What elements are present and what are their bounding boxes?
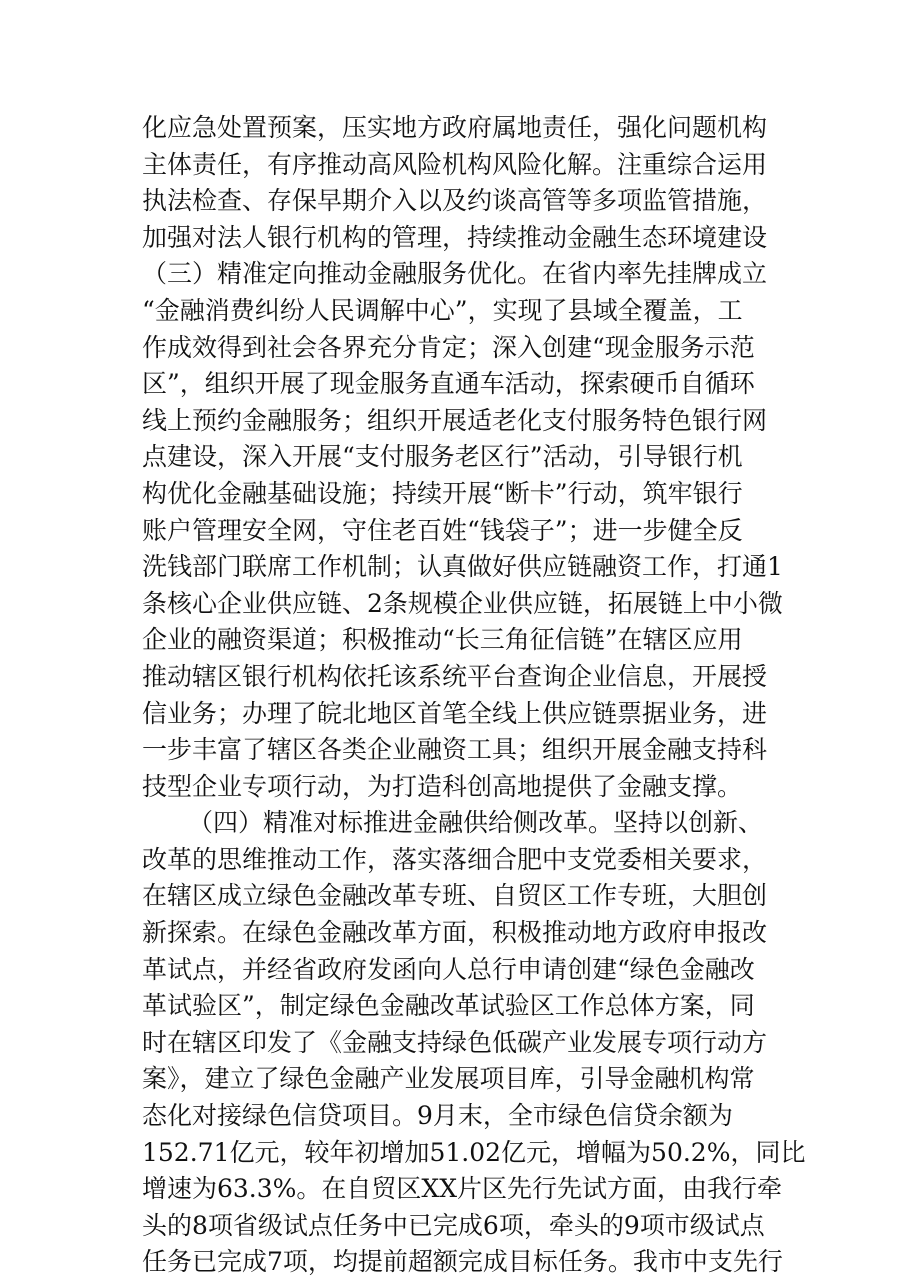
paragraph-line: “金融消费纠纷人民调解中心”，实现了县域全覆盖，工 xyxy=(142,295,743,325)
paragraph-line: 增速为63.3%。在自贸区XX片区先行先试方面，由我行牵 xyxy=(142,1174,783,1204)
paragraph-line: 线上预约金融服务；组织开展适老化支付服务特色银行网 xyxy=(142,405,768,435)
paragraph-line: 洗钱部门联席工作机制；认真做好供应链融资工作，打通1 xyxy=(142,552,783,582)
paragraph-line: 技型企业专项行动，为打造科创高地提供了金融支撑。 xyxy=(142,771,743,801)
paragraph-line: 企业的融资渠道；积极推动“长三角征信链”在辖区应用 xyxy=(142,625,743,655)
paragraph-line: 条核心企业供应链、2条规模企业供应链，拓展链上中小微 xyxy=(142,588,783,618)
paragraph-line: 改革的思维推动工作，落实落细合肥中支党委相关要求， xyxy=(142,844,768,874)
paragraph-line: 主体责任，有序推动高风险机构风险化解。注重综合运用 xyxy=(142,149,768,179)
paragraph-line: 任务已完成7项，均提前超额完成目标任务。我市中支先行 xyxy=(142,1247,783,1277)
paragraph-line: 化应急处置预案，压实地方政府属地责任，强化问题机构 xyxy=(142,113,768,142)
paragraph-line: 案》，建立了绿色金融产业发展项目库，引导金融机构常 xyxy=(142,1064,755,1094)
paragraph-line: 152.71亿元，较年初增加51.02亿元，增幅为50.2%，同比 xyxy=(142,1137,806,1167)
paragraph-line: 加强对法人银行机构的管理，持续推动金融生态环境建设 xyxy=(142,222,768,252)
paragraph-line: 执法检查、存保早期介入以及约谈高管等多项监管措施， xyxy=(142,186,768,216)
paragraph-line: 头的8项省级试点任务中已完成6项，牵头的9项市级试点 xyxy=(142,1210,765,1240)
paragraph-line: 构优化金融基础设施；持续开展“断卡”行动，筑牢银行 xyxy=(142,478,743,508)
paragraph-line: 信业务；办理了皖北地区首笔全线上供应链票据业务，进 xyxy=(142,698,768,728)
paragraph-line: 作成效得到社会各界充分肯定；深入创建“现金服务示范 xyxy=(142,332,755,362)
paragraph-line: 推动辖区银行机构依托该系统平台查询企业信息，开展授 xyxy=(142,661,768,691)
paragraph-line: 新探索。在绿色金融改革方面，积极推动地方政府申报改 xyxy=(142,918,768,948)
paragraph-line: 区”，组织开展了现金服务直通车活动，探索硬币自循环 xyxy=(142,369,755,399)
paragraph-line: 态化对接绿色信贷项目。9月末，全市绿色信贷余额为 xyxy=(142,1101,733,1131)
paragraph-line: 账户管理安全网，守住老百姓“钱袋子”；进一步健全反 xyxy=(142,515,743,545)
paragraph-line: 革试验区”，制定绿色金融改革试验区工作总体方案，同 xyxy=(142,991,755,1021)
document-body xyxy=(142,110,806,1281)
section-heading-line: （三）精准定向推动金融服务优化。在省内率先挂牌成立 xyxy=(142,259,768,289)
paragraph-line: 时在辖区印发了《金融支持绿色低碳产业发展专项行动方 xyxy=(142,1027,768,1057)
paragraph-line: 在辖区成立绿色金融改革专班、自贸区工作专班，大胆创 xyxy=(142,881,768,911)
paragraph-line: 一步丰富了辖区各类企业融资工具；组织开展金融支持科 xyxy=(142,735,768,765)
section-heading-line: （四）精准对标推进金融供给侧改革。坚持以创新、 xyxy=(188,808,764,838)
paragraph-line: 革试点，并经省政府发函向人总行申请创建“绿色金融改 xyxy=(142,954,755,984)
paragraph-line: 点建设，深入开展“支付服务老区行”活动，引导银行机 xyxy=(142,442,743,472)
